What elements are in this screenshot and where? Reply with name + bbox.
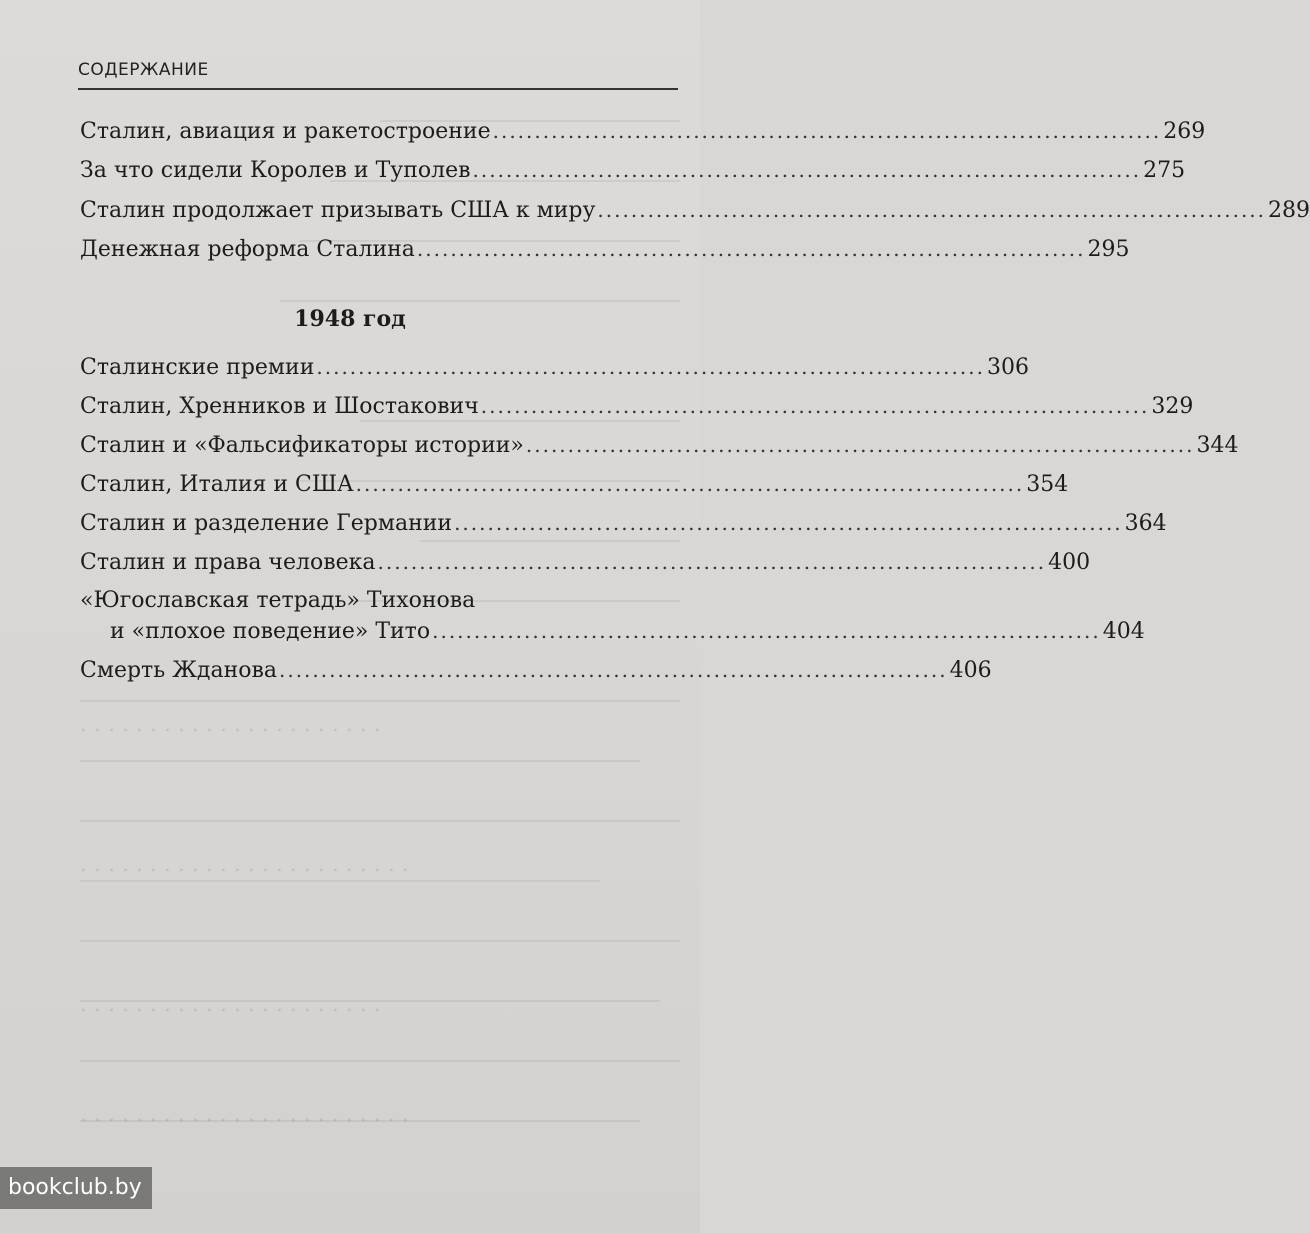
toc-entry-line2 [110,618,1145,645]
running-head: СОДЕРЖАНИЕ [78,60,209,80]
toc-entry [80,236,1130,263]
toc-entry-title: Сталин, Италия и США [80,472,354,497]
toc-entry [80,197,1310,224]
toc-entry [80,549,1091,576]
toc-entry-page: 364 [1124,511,1167,536]
header-rule [78,88,678,90]
leader-dots: ................................................................................ [278,658,948,682]
toc-entry-title: Сталин, Хренников и Шостакович [80,394,479,419]
toc-entry-page: 400 [1048,550,1091,575]
toc-entry-title: Сталин и права человека [80,550,376,575]
toc-entry-page: 406 [949,658,992,683]
toc-entry [80,354,1029,381]
leader-dots: ................................................................................ [472,158,1142,182]
toc-entry-title: Денежная реформа Сталина [80,237,415,262]
toc-entry-title: Сталин и разделение Германии [80,511,453,536]
site-watermark: bookclub.by [0,1167,152,1209]
toc-entry-title: Сталин, авиация и ракетостроение [80,119,491,144]
toc-entry-title: Сталин и «Фальсификаторы истории» [80,433,524,458]
toc-entry-title-line1: «Югославская тетрадь» Тихонова [80,588,476,613]
toc-entry [80,432,1239,459]
toc-entry-title: Сталин продолжает призывать США к миру [80,198,596,223]
leader-dots: ................................................................................ [492,119,1162,143]
toc-entry-page: 269 [1163,119,1206,144]
toc-entry [80,471,1069,498]
leader-dots: ................................................................................ [416,237,1086,261]
toc-entry [80,657,992,684]
toc-entry [80,510,1167,537]
toc-entry-page: 354 [1026,472,1069,497]
leader-dots: ................................................................................ [480,394,1150,418]
toc-entry-page: 306 [986,355,1029,380]
toc-entry-page: 289 [1268,198,1310,223]
leader-dots: ................................................................................ [597,198,1267,222]
leader-dots: ................................................................................ [355,472,1025,496]
leader-dots: ................................................................................ [454,511,1123,535]
toc-entry-page: 329 [1151,394,1194,419]
toc-entry-title: Смерть Жданова [80,658,277,683]
toc-entry-title-line2: и «плохое поведение» Тито [110,619,431,644]
section-heading: 1948 год [294,306,406,332]
toc-entry-page: 295 [1087,237,1130,262]
leader-dots: ................................................................................ [525,433,1195,457]
toc-entry-page: 404 [1102,619,1145,644]
leader-dots: ................................................................................ [316,355,985,379]
toc-entry [80,118,1206,145]
toc-entry [80,393,1194,420]
leader-dots: ................................................................................ [432,619,1101,643]
leader-dots: ................................................................................ [377,550,1047,574]
toc-entry-title: Сталинские премии [80,355,315,380]
toc-entry-title: За что сидели Королев и Туполев [80,158,471,183]
toc-entry-page: 344 [1196,433,1239,458]
show-through-background: . . . . . . . . . . . . . . . . . . . . . . . . . . . . . . . . . . . . . . . . . . . . . . . . . . . . . . . . . . . . . . . . . . . . . . . . . . . . . . . . . . . . . . . . . . . . [0,0,700,1233]
toc-entry [80,157,1186,184]
toc-entry-page: 275 [1143,158,1186,183]
